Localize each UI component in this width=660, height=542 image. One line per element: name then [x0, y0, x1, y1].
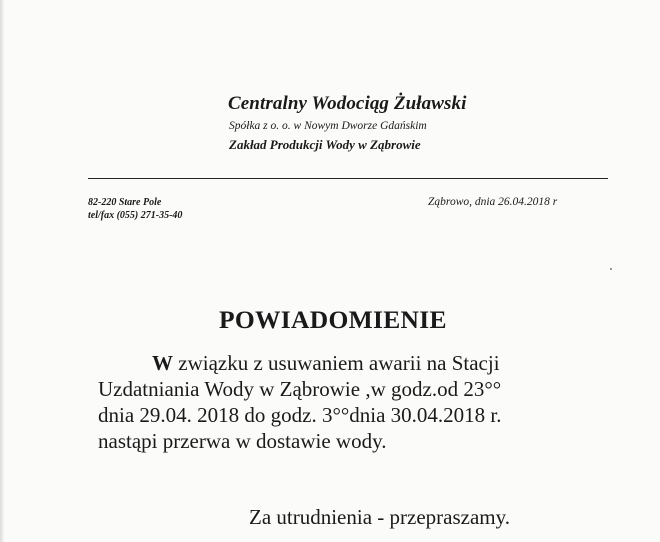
company-subtitle: Spółka z o. o. w Nowym Dworze Gdańskim	[229, 120, 427, 132]
notice-title: POWIADOMIENIE	[219, 305, 447, 334]
notice-body	[98, 350, 638, 454]
scan-speck	[610, 268, 612, 270]
sender-address	[88, 196, 182, 222]
company-name: Centralny Wodociąg Żuławski	[228, 93, 467, 114]
document-date: Ząbrowo, dnia 26.04.2018 r	[428, 196, 558, 208]
notice-line-4: nastąpi przerwa w dostawie wody.	[98, 429, 387, 453]
notice-line-3: dnia 29.04. 2018 do godz. 3°°dnia 30.04.2018 r.	[98, 403, 502, 427]
sender-address-line: 82-220 Stare Pole	[88, 197, 162, 208]
notice-line-2: Uzdatniania Wody w Ząbrowie ,w godz.od 23°°	[98, 377, 502, 401]
letterhead-divider	[88, 178, 608, 179]
page-edge-shadow	[0, 0, 4, 542]
plant-name: Zakład Produkcji Wody w Ząbrowie	[229, 137, 421, 152]
notice-line-1-text: związku z usuwaniem awarii na Stacji	[173, 351, 500, 375]
sender-phone-line: tel/fax (055) 271-35-40	[88, 210, 183, 221]
notice-closing: Za utrudnienia - przepraszamy.	[249, 505, 511, 529]
notice-line-1	[98, 350, 638, 376]
notice-initial-letter: W	[152, 351, 173, 375]
